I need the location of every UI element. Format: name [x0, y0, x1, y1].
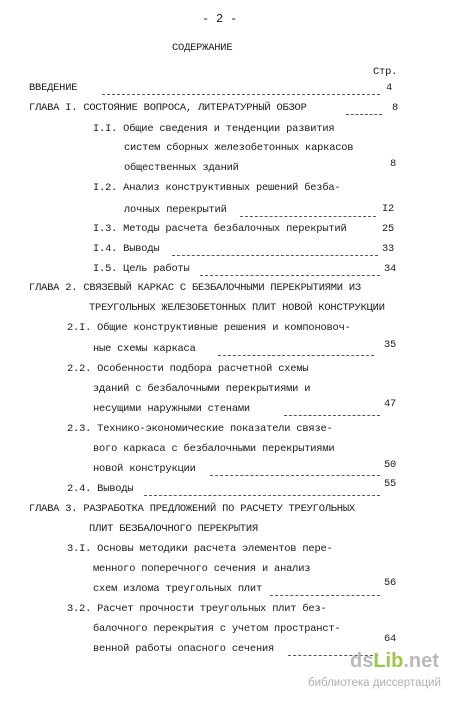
- toc-page-number: 35: [384, 339, 397, 351]
- toc-entry-title: новой конструкции: [93, 463, 196, 475]
- toc-entry-title: общественных зданий: [124, 162, 239, 174]
- toc-page-number: 55: [384, 478, 397, 490]
- dslib-watermark-caption: библиотека диссертаций: [308, 677, 441, 689]
- toc-entry-title: схем излома треугольных плит: [93, 583, 262, 595]
- toc-entry-title: ГЛАВА 2. СВЯЗЕВЫЙ КАРКАС С БЕЗБАЛОЧНЫМИ ПЕРЕКРЫТИЯМИ ИЗ: [29, 282, 361, 294]
- toc-entry-title: ГЛАВА I. СОСТОЯНИЕ ВОПРОСА, ЛИТЕРАТУРНЫЙ ОБЗОР: [29, 102, 307, 114]
- toc-entry-title: лочных перекрытий: [124, 204, 227, 216]
- toc-page-number: 50: [384, 459, 397, 471]
- toc-entry-title: 3.2. Расчет прочности треугольных плит без-: [67, 603, 327, 615]
- dot-leader: [284, 415, 380, 416]
- dslib-watermark-logo: [350, 650, 439, 673]
- dot-leader: [144, 495, 380, 496]
- toc-entry-title: I.5. Цель работы: [93, 263, 190, 275]
- toc-entry-title: 3.I. Основы методики расчета элементов пере-: [67, 543, 333, 555]
- toc-entry-title: 2.4. Выводы: [67, 483, 134, 495]
- toc-entry-title: менного поперечного сечения и анализ: [93, 563, 311, 575]
- toc-entry-title: I.2. Анализ конструктивных решений безба-: [93, 182, 341, 194]
- toc-entry-title: I.3. Методы расчета безбалочных перекрытий: [93, 223, 347, 235]
- toc-page-number: 25: [382, 223, 395, 235]
- toc-entry-title: I.4. Выводы: [93, 243, 160, 255]
- toc-page-number: 4: [386, 82, 393, 94]
- watermark-logo-main: Lib: [373, 650, 404, 672]
- contents-heading: СОДЕРЖАНИЕ: [172, 42, 233, 54]
- dot-leader: [240, 216, 376, 217]
- toc-entry-title: 2.I. Общие конструктивные решения и компоновоч-: [67, 322, 351, 334]
- toc-entry-title: ТРЕУГОЛЬНЫХ ЖЕЛЕЗОБЕТОННЫХ ПЛИТ НОВОЙ КОНСТРУКЦИИ: [89, 302, 385, 314]
- dot-leader: [346, 114, 382, 115]
- toc-entry-title: 2.3. Технико-экономические показатели связе-: [67, 423, 333, 435]
- dot-leader: [172, 255, 378, 256]
- toc-entry-title: зданий с безбалочными перекрытиями и: [93, 383, 311, 395]
- toc-entry-title: ПЛИТ БЕЗБАЛОЧНОГО ПЕРЕКРЫТИЯ: [89, 523, 258, 535]
- toc-page-number: 64: [384, 633, 397, 645]
- dot-leader: [210, 475, 380, 476]
- toc-entry-title: ВВЕДЕНИЕ: [29, 82, 78, 94]
- toc-entry-title: ные схемы каркаса: [93, 343, 196, 355]
- toc-entry-title: вого каркаса с безбалочными перекрытиями: [93, 443, 335, 455]
- dot-leader: [102, 94, 380, 95]
- toc-entry-title: I.I. Общие сведения и тенденции развития: [93, 123, 335, 135]
- page-column-label: Стр.: [373, 66, 398, 78]
- dot-leader: [218, 355, 374, 356]
- toc-page-number: I2: [382, 203, 395, 215]
- toc-entry-title: несущими наружными стенами: [93, 403, 250, 415]
- toc-page-number: 8: [392, 102, 399, 114]
- toc-entry-title: венной работы опасного сечения: [93, 643, 275, 655]
- page-number: - 2 -: [202, 12, 238, 26]
- watermark-logo-prefix: ds: [350, 650, 374, 672]
- toc-page-number: 34: [384, 263, 397, 275]
- toc-entry-title: систем сборных железобетонных каркасов: [124, 142, 354, 154]
- dot-leader: [270, 595, 380, 596]
- toc-entry-title: ГЛАВА 3. РАЗРАБОТКА ПРЕДЛОЖЕНИЙ ПО РАСЧЕТУ ТРЕУГОЛЬНЫХ: [29, 503, 355, 515]
- dot-leader: [200, 275, 380, 276]
- toc-page-number: 8: [390, 158, 397, 170]
- toc-entry-title: балочного перекрытия с учетом пространст-: [93, 623, 341, 635]
- toc-page-number: 47: [384, 398, 397, 410]
- watermark-logo-suffix: .net: [403, 650, 439, 672]
- toc-entry-title: 2.2. Особенности подбора расчетной схемы: [67, 363, 309, 375]
- toc-page-number: 33: [382, 243, 395, 255]
- toc-page-number: 56: [384, 577, 397, 589]
